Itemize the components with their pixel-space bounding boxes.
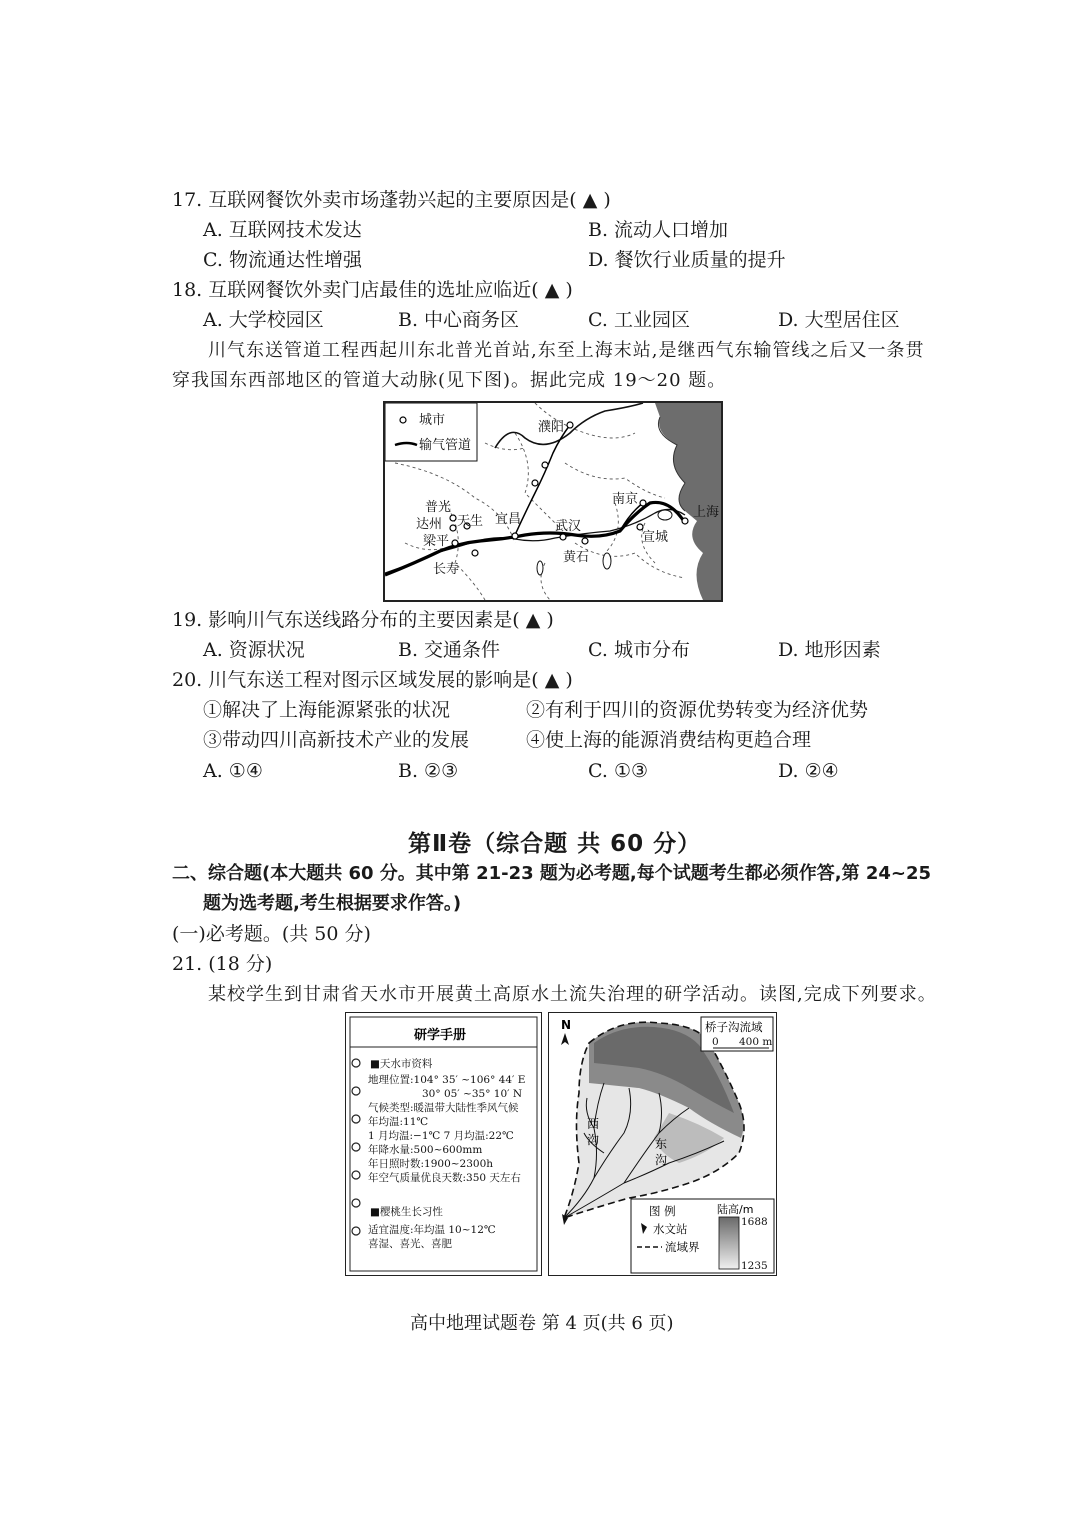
handbook-month-temps: 1 月均温:−1℃ 7 月均温:22℃ (368, 1130, 514, 1142)
city-label-tiansheng: 天生 (457, 514, 484, 529)
watershed-title: 桥子沟流域 (705, 1020, 763, 1034)
elevation-max: 1688 (741, 1216, 768, 1228)
q19-option-d: D. 地形因素 (778, 639, 881, 661)
q17-option-a: A. 互联网技术发达 (203, 219, 362, 241)
north-label: N (561, 1018, 572, 1032)
handbook-climate: 气候类型:暖温带大陆性季风气候 (368, 1102, 519, 1114)
elevation-min: 1235 (741, 1260, 768, 1272)
study-handbook (345, 1012, 542, 1276)
city-label-xuancheng: 宣城 (642, 530, 669, 545)
handbook-annual-temp: 年均温:11℃ (368, 1116, 429, 1128)
city-label-wuhan: 武汉 (555, 519, 582, 534)
q21-number: 21. (18 分) (172, 953, 273, 975)
watershed-map (548, 1012, 777, 1276)
q20-option-d: D. ②④ (778, 760, 839, 782)
q20-option-b: B. ②③ (398, 760, 459, 782)
handbook-cherry-temp: 适宜温度:年均温 10~12℃ (368, 1224, 496, 1236)
city-label-liangping: 梁平 (423, 534, 450, 549)
q17-option-b: B. 流动人口增加 (588, 219, 729, 241)
city-label-huangshi: 黄石 (563, 550, 590, 565)
west-gully-label-1: 西 (587, 1117, 600, 1131)
q20-option-a: A. ①④ (203, 760, 263, 782)
pipeline-map (383, 401, 723, 602)
legend-pipeline-label: 输气管道 (419, 438, 472, 453)
handbook-location-lon: 地理位置:104° 35′ ~106° 44′ E (368, 1074, 526, 1086)
elevation-scale-bar (719, 1217, 739, 1269)
east-gully-label-2: 沟 (655, 1153, 668, 1167)
city-label-puyang: 濮阳 (538, 420, 565, 435)
q20-item-4: ④使上海的能源消费结构更趋合理 (526, 729, 812, 751)
q20-option-c: C. ①③ (588, 760, 649, 782)
q20-item-3: ③带动四川高新技术产业的发展 (203, 729, 470, 751)
passage-line-2: 穿我国东西部地区的管道大动脉(见下图)。据此完成 19～20 题。 (172, 370, 727, 391)
legend-title: 图 例 (649, 1204, 676, 1218)
city-label-changshou: 长寿 (433, 562, 460, 577)
handbook-cherry-habits: 喜湿、喜光、喜肥 (368, 1238, 452, 1250)
page-footer: 高中地理试题卷 第 4 页(共 6 页) (410, 1313, 674, 1334)
west-gully-label-2: 沟 (587, 1133, 600, 1147)
q19-option-b: B. 交通条件 (398, 639, 501, 661)
part-1-label: (一)必考题。(共 50 分) (172, 923, 371, 945)
q20-stem: 20. 川气东送工程对图示区域发展的影响是( ▲ ) (172, 669, 573, 691)
city-label-nanjing: 南京 (612, 492, 639, 507)
handbook-precipitation: 年降水量:500~600mm (368, 1144, 483, 1156)
east-gully-label-1: 东 (655, 1137, 668, 1151)
q18-option-a: A. 大学校园区 (203, 309, 324, 331)
q19-stem: 19. 影响川气东送线路分布的主要因素是( ▲ ) (172, 609, 554, 631)
q17-stem: 17. 互联网餐饮外卖市场蓬勃兴起的主要原因是( ▲ ) (172, 189, 611, 211)
passage-line-1: 川气东送管道工程西起川东北普光首站,东至上海末站,是继西气东输管线之后又一条贯 (208, 340, 925, 361)
section-2-intro-1: 二、综合题(本大题共 60 分。其中第 21-23 题为必考题,每个试题考生都必须作答,第 24~25 (172, 863, 932, 884)
q17-option-d: D. 餐饮行业质量的提升 (588, 249, 786, 271)
section-2-intro-2: 题为选考题,考生根据要求作答。) (203, 893, 462, 914)
legend-boundary-label: 流域界 (665, 1240, 700, 1254)
q18-option-d: D. 大型居住区 (778, 309, 900, 331)
city-label-yichang: 宜昌 (495, 512, 522, 527)
scale-zero: 0 (712, 1036, 719, 1048)
legend-city-label: 城市 (419, 413, 446, 428)
handbook-section-cherry: ■樱桃生长习性 (370, 1206, 443, 1218)
handbook-sunshine: 年日照时数:1900~2300h (368, 1158, 494, 1170)
city-label-dazhou: 达州 (416, 517, 443, 532)
q20-item-2: ②有利于四川的资源优势转变为经济优势 (526, 699, 869, 721)
q17-option-c: C. 物流通达性增强 (203, 249, 362, 271)
q19-option-a: A. 资源状况 (203, 639, 305, 661)
section-2-title: 第Ⅱ卷（综合题 共 60 分） (408, 831, 702, 857)
q21-text: 某校学生到甘肃省天水市开展黄土高原水土流失治理的研学活动。读图,完成下列要求。 (208, 984, 937, 1005)
handbook-air-quality: 年空气质量优良天数:350 天左右 (368, 1172, 521, 1184)
city-label-puguang: 普光 (425, 500, 452, 515)
elevation-title: 陆高/m (717, 1203, 754, 1216)
q19-option-c: C. 城市分布 (588, 639, 690, 661)
handbook-title: 研学手册 (414, 1028, 467, 1043)
handbook-section-tianshui: ■天水市资料 (370, 1058, 433, 1070)
q20-item-1: ①解决了上海能源紧张的状况 (203, 699, 451, 721)
handbook-location-lat: 30° 05′ ~35° 10′ N (422, 1088, 523, 1100)
north-arrow-icon (561, 1033, 569, 1045)
q18-stem: 18. 互联网餐饮外卖门店最佳的选址应临近( ▲ ) (172, 279, 573, 301)
scale-distance: 400 m (739, 1036, 773, 1048)
city-label-shanghai: 上海 (693, 505, 720, 520)
legend-station-label: 水文站 (653, 1222, 688, 1236)
q18-option-c: C. 工业园区 (588, 309, 690, 331)
q18-option-b: B. 中心商务区 (398, 309, 520, 331)
